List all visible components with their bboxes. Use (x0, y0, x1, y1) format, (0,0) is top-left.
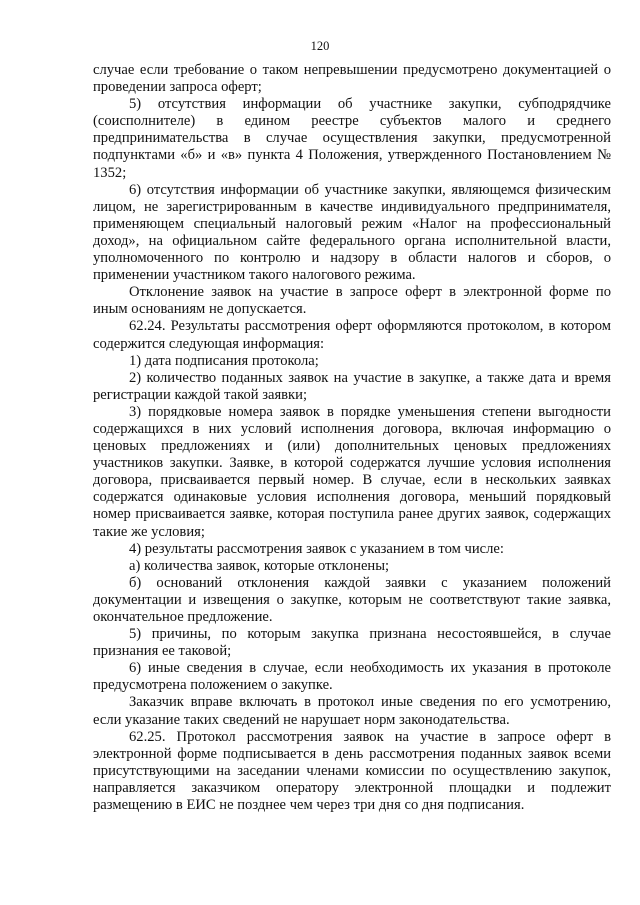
paragraph-11: б) оснований отклонения каждой заявки с указанием положений документации и извещения о закупке, которым не соответствуют такие заявка, окончательное предложение. (93, 574, 611, 625)
paragraph-12: 5) причины, по которым закупка признана несостоявшейся, в случае признания ее таковой; (93, 626, 611, 660)
paragraph-9: 4) результаты рассмотрения заявок с указанием в том числе: (129, 540, 504, 557)
paragraph-1: случае если требование о таком непревышении предусмотрено документацией о проведении запроса оферт; (93, 62, 611, 96)
paragraph-7: 2) количество поданных заявок на участие в закупке, а также дата и время регистрации каждой такой заявки; (93, 369, 611, 403)
paragraph-2: 5) отсутствия информации об участнике закупки, субподрядчике (соисполнителе) в едином реестре субъектов малого и среднего предпринимательства в случае осуществления закупки, предусмотренной подпунктами «б» и «в» пункта 4 Положения, утвержденного Постановлением № 1352; (93, 96, 611, 181)
paragraph-6: 1) дата подписания протокола; (129, 352, 319, 369)
paragraph-4: Отклонение заявок на участие в запросе оферт в электронной форме по иным основаниям не допускается. (93, 284, 611, 318)
paragraph-13: 6) иные сведения в случае, если необходимость их указания в протоколе предусмотрена положением о закупке. (93, 660, 611, 694)
paragraph-5: 62.24. Результаты рассмотрения оферт оформляются протоколом, в котором содержится следующая информация: (93, 318, 611, 352)
page-number: 120 (310, 39, 330, 53)
document-body (93, 62, 611, 814)
paragraph-8: 3) порядковые номера заявок в порядке уменьшения степени выгодности содержащихся в них условий исполнения договора, включая информацию о ценовых предложениях и (или) дополнительных ценовых предложениях участников закупки. Заявке, в которой содержатся лучшие условия исполнения договора, присваивается первый номер. В случае, если в нескольких заявках содержатся одинаковые условия исполнения договора, меньший порядковый номер присваивается заявке, которая поступила ранее других заявок, содержащих такие же условия; (93, 403, 611, 540)
paragraph-3: 6) отсутствия информации об участнике закупки, являющемся физическим лицом, не зарегистрированным в качестве индивидуального предпринимателя, применяющем специальный налоговый режим «Налог на профессиональный доход», на официальном сайте федерального органа исполнительной власти, уполномоченного по контролю и надзору в области налогов и сборов, о применении участником такого налогового режима. (93, 181, 611, 284)
paragraph-10: а) количества заявок, которые отклонены; (129, 557, 390, 574)
paragraph-15: 62.25. Протокол рассмотрения заявок на участие в запросе оферт в электронной форме подписывается в день рассмотрения поданных заявок всеми присутствующими на заседании членами комиссии по осуществлению закупок, направляется заказчиком оператору электронной площадки и подлежит размещению в ЕИС не позднее чем через три дня со дня подписания. (93, 728, 611, 814)
paragraph-14: Заказчик вправе включать в протокол иные сведения по его усмотрению, если указание таких сведений не нарушает норм законодательства. (93, 694, 611, 728)
